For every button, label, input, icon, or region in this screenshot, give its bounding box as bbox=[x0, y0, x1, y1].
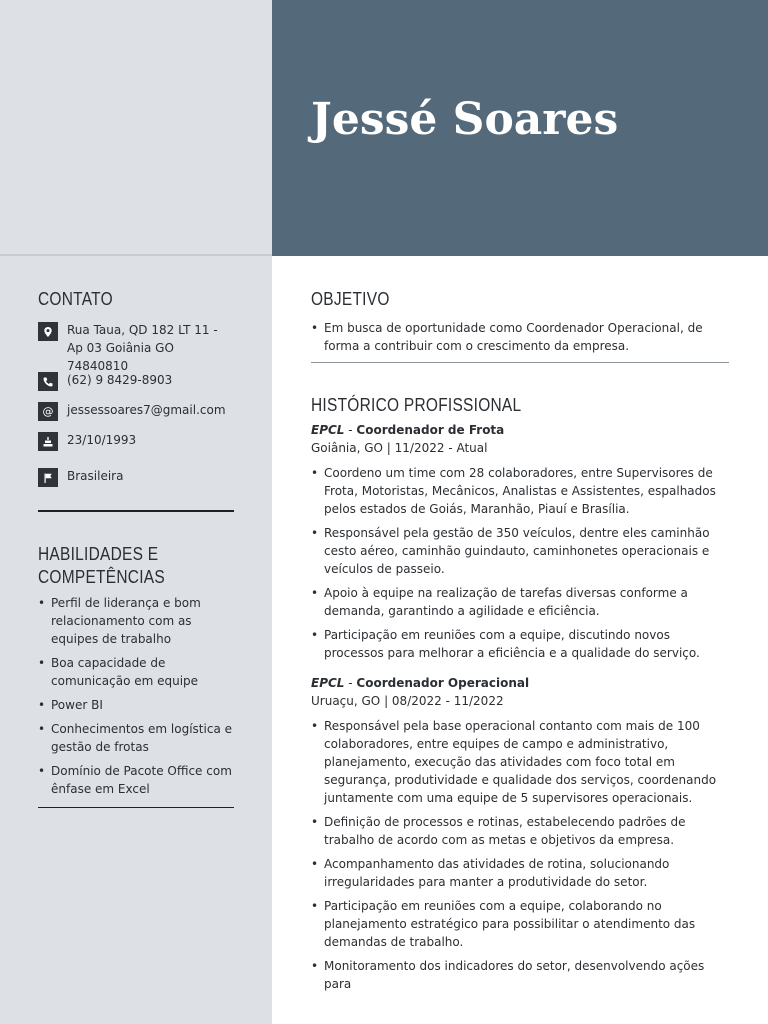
list-item: • Responsável pela gestão de 350 veículos, dentre eles caminhão cesto aéreo, caminhão guindauto, caminhonetes operacionais e veículos de passeio. bbox=[311, 524, 731, 578]
job-role: Coordenador Operacional bbox=[356, 676, 530, 690]
contact-divider bbox=[38, 510, 234, 512]
job-meta: Uruaçu, GO | 08/2022 - 11/2022 bbox=[311, 694, 504, 708]
list-item: • Monitoramento dos indicadores do setor, desenvolvendo ações para bbox=[311, 957, 731, 993]
phone-icon bbox=[38, 372, 58, 391]
skills-list bbox=[38, 594, 238, 798]
objective-text: • Em busca de oportunidade como Coordenador Operacional, de forma a contribuir com o crescimento da empresa. bbox=[311, 319, 731, 355]
contact-phone bbox=[38, 371, 237, 391]
phone-text[interactable]: (62) 9 8429-8903 bbox=[67, 373, 173, 387]
objective-title: OBJETIVO bbox=[311, 289, 390, 309]
list-item: • Definição de processos e rotinas, estabelecendo padrões de trabalho de acordo com as metas e objetivos da empresa. bbox=[311, 813, 731, 849]
location-icon bbox=[38, 322, 58, 341]
job-separator: - bbox=[344, 676, 357, 690]
history-title: HISTÓRICO PROFISSIONAL bbox=[311, 395, 522, 415]
nationality-text: Brasileira bbox=[67, 469, 124, 483]
job-entry bbox=[311, 674, 731, 993]
list-item: • Power BI bbox=[38, 696, 238, 714]
skills-divider bbox=[38, 807, 234, 808]
list-item: • Apoio à equipe na realização de tarefas diversas conforme a demanda, garantindo a agilidade e eficiência. bbox=[311, 584, 731, 620]
contact-email bbox=[38, 401, 237, 421]
contact-section bbox=[38, 289, 234, 483]
list-item: • Domínio de Pacote Office com ênfase em Excel bbox=[38, 762, 238, 798]
email-icon: @ bbox=[38, 402, 58, 421]
list-item: • Boa capacidade de comunicação em equipe bbox=[38, 654, 238, 690]
job-bullets bbox=[311, 464, 731, 662]
list-item: • Participação em reuniões com a equipe, discutindo novos processos para melhorar a eficiência e a qualidade do serviço. bbox=[311, 626, 731, 662]
job-title bbox=[311, 674, 731, 692]
job-role: Coordenador de Frota bbox=[356, 423, 505, 437]
list-item: • Perfil de liderança e bom relacionamento com as equipes de trabalho bbox=[38, 594, 238, 648]
list-item: • Coordeno um time com 28 colaboradores, entre Supervisores de Frota, Motoristas, Mecânicos, Analistas e Assistentes, espalhados pelos estados de Goiás, Maranhão, Piauí e Brasília. bbox=[311, 464, 731, 518]
contact-nationality bbox=[38, 467, 237, 487]
list-item: • Participação em reuniões com a equipe, colaborando no planejamento estratégico para possibilitar o atendimento das demandas de trabalho. bbox=[311, 897, 731, 951]
job-company: EPCL bbox=[311, 423, 345, 437]
job-title bbox=[311, 421, 731, 439]
objective-list bbox=[311, 319, 731, 355]
candidate-name: Jessé Soares bbox=[311, 94, 619, 145]
list-item: • Conhecimentos em logística e gestão de frotas bbox=[38, 720, 238, 756]
job-entry bbox=[311, 421, 731, 662]
sidebar-top-panel bbox=[0, 0, 272, 256]
contact-title: CONTATO bbox=[38, 289, 113, 309]
list-item: • Responsável pela base operacional contanto com mais de 100 colaboradores, entre equipes de campo e administrativo, planejamento, execução das atividades com foco total em segurança, produtividade e qualidade dos serviços, coordenando juntamente com uma equipe de 5 supervisores operacionais. bbox=[311, 717, 731, 807]
job-separator: - bbox=[344, 423, 357, 437]
calendar-icon bbox=[38, 432, 58, 451]
job-bullets bbox=[311, 717, 731, 993]
birthdate-text: 23/10/1993 bbox=[67, 433, 137, 447]
main-content bbox=[311, 289, 731, 999]
objective-divider bbox=[311, 362, 729, 363]
skills-title: HABILIDADES E COMPETÊNCIAS bbox=[38, 544, 165, 587]
job-company: EPCL bbox=[311, 676, 345, 690]
address-text: Rua Taua, QD 182 LT 11 - Ap 03 Goiânia GO 74840810 bbox=[67, 323, 218, 373]
job-meta: Goiânia, GO | 11/2022 - Atual bbox=[311, 441, 488, 455]
flag-icon bbox=[38, 468, 58, 487]
contact-address bbox=[38, 321, 237, 375]
list-item: • Acompanhamento das atividades de rotina, solucionando irregularidades para manter a produtividade do setor. bbox=[311, 855, 731, 891]
contact-birthdate bbox=[38, 431, 237, 451]
email-text[interactable]: jessessoares7@gmail.com bbox=[67, 403, 226, 417]
skills-section bbox=[38, 543, 238, 804]
